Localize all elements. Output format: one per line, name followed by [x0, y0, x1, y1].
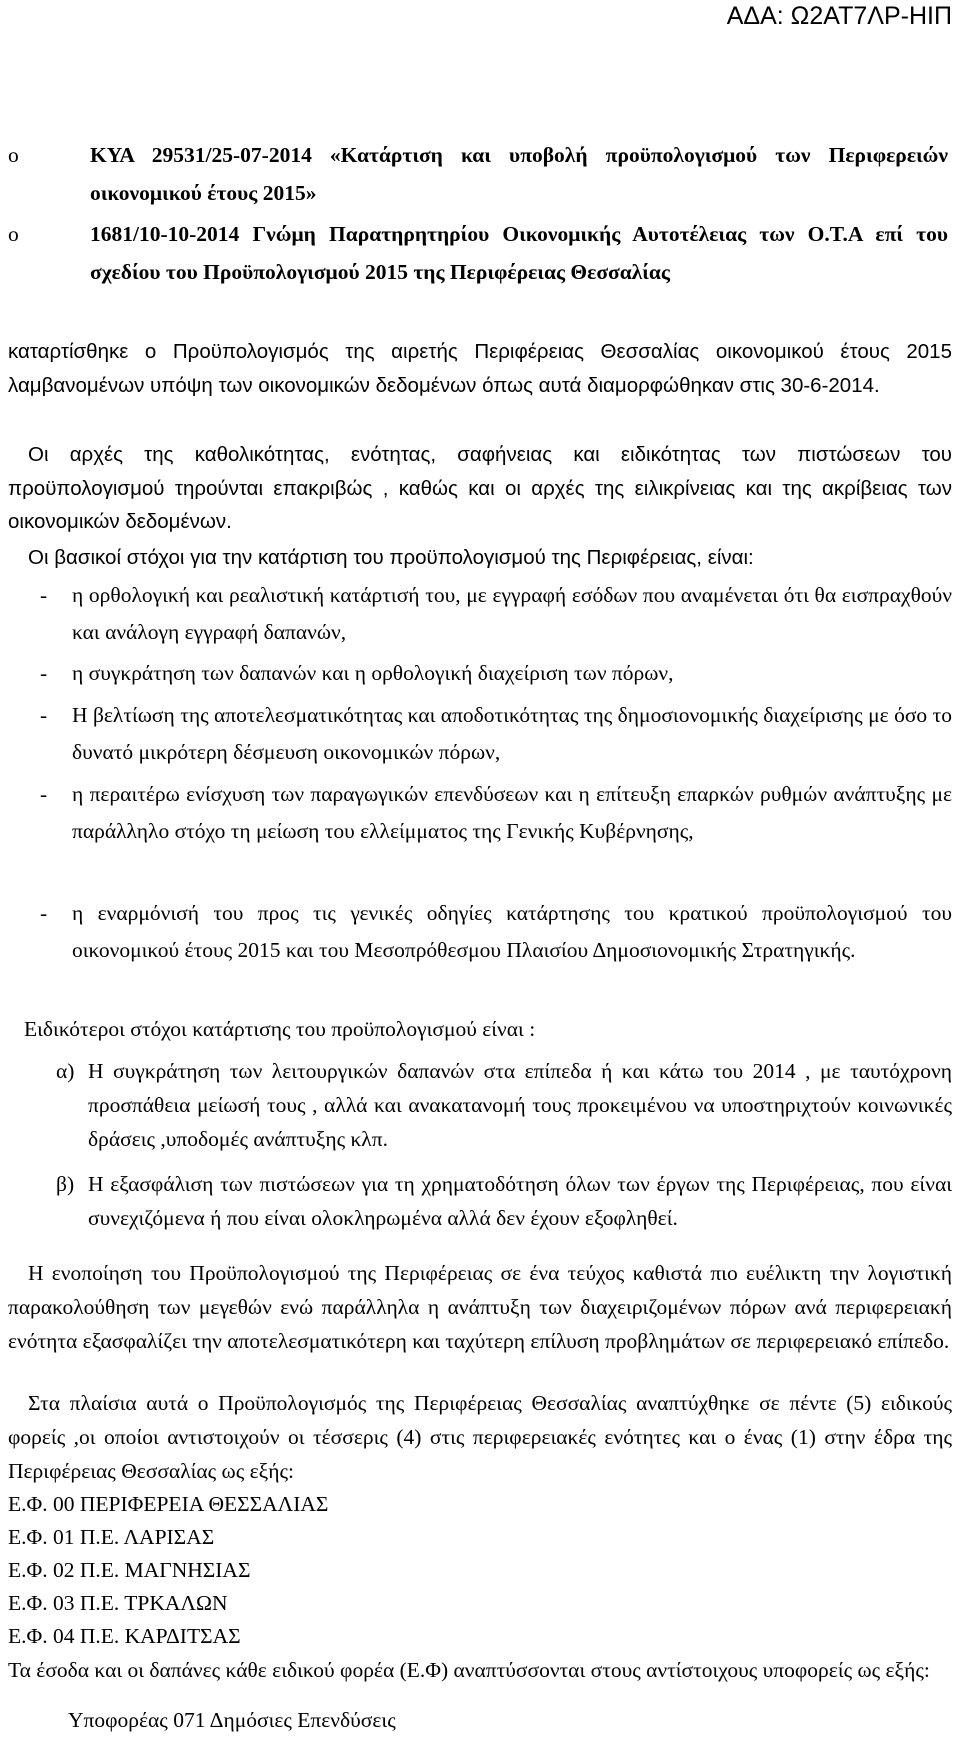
bullet-text: 1681/10-10-2014 Γνώμη Παρατηρητηρίου Οικονομικής Αυτοτέλειας των Ο.Τ.Α επί του σχεδίου του Προϋπολογισμού 2015 της Περιφέρειας Θεσσαλίας [90, 222, 948, 284]
goal-item [40, 655, 952, 692]
bullet-mark: o [8, 143, 19, 167]
entity-item: Ε.Φ. 04 Π.Ε. ΚΑΡΔΙΤΣΑΣ [8, 1624, 241, 1648]
dash-mark: - [40, 583, 48, 607]
goal-text: Η βελτίωση της αποτελεσματικότητας και αποδοτικότητας της δημοσιονομικής διαχείρισης με όσο το δυνατό μικρότερη δέσμευση οικονομικών πόρων, [72, 703, 952, 764]
entity-item: Ε.Φ. 03 Π.Ε. ΤΡΚΑΛΩΝ [8, 1591, 228, 1615]
dash-mark: - [40, 782, 48, 806]
goal-item [40, 697, 952, 770]
goal-item [40, 895, 952, 968]
goal-text: η εναρμόνισή του προς τις γενικές οδηγίες κατάρτησης του κρατικού προϋπολογισμού του οικονομικού έτους 2015 και του Μεσοπρόθεσμου Πλαισίου Δημοσιονομικής Στρατηγικής. [72, 901, 952, 962]
entity-item: Ε.Φ. 01 Π.Ε. ΛΑΡΙΣΑΣ [8, 1525, 215, 1549]
specific-goal-item [56, 1167, 952, 1235]
entity-item: Ε.Φ. 02 Π.Ε. ΜΑΓΝΗΣΙΑΣ [8, 1558, 251, 1582]
bullet-item [8, 215, 948, 291]
item-label: α) [56, 1059, 75, 1083]
dash-mark: - [40, 661, 48, 685]
item-text: Η εξασφάλιση των πιστώσεων για τη χρηματοδότηση όλων των έργων της Περιφέρειας, που είναι συνεχιζόμενα ή που είναι ολοκληρωμένα αλλά δεν έχουν εξοφληθεί. [88, 1172, 952, 1230]
item-label: β) [56, 1172, 75, 1196]
bullet-item [8, 136, 948, 212]
dash-mark: - [40, 703, 48, 727]
goal-item [40, 577, 952, 650]
dash-mark: - [40, 901, 48, 925]
item-text: Η συγκράτηση των λειτουργικών δαπανών στα επίπεδα ή και κάτω του 2014 , με ταυτόχρονη προσπάθεια μείωσή τους , αλλά και ανακατανομή τους προκειμένου να υποστηριχτούν κοινωνικές δράσεις ,υποδομές ανάπτυξης κλπ. [88, 1059, 952, 1151]
paragraph-subentities: Τα έσοδα και οι δαπάνες κάθε ειδικού φορέα (Ε.Φ) αναπτύσσονται στους αντίστοιχους υποφορείς ως εξής: [8, 1658, 930, 1682]
entity-item: Ε.Φ. 00 ΠΕΡΙΦΕΡΕΙΑ ΘΕΣΣΑΛΙΑΣ [8, 1492, 329, 1516]
goal-text: η ορθολογική και ρεαλιστική κατάρτισή του, με εγγραφή εσόδων που αναμένεται ότι θα εισπραχθούν και ανάλογη εγγραφή δαπανών, [72, 583, 952, 644]
subentity-item: Υποφορέας 071 Δημόσιες Επενδύσεις [68, 1708, 396, 1732]
goal-item [40, 776, 952, 849]
specific-goal-item [56, 1054, 952, 1156]
paragraph-intro: καταρτίσθηκε ο Προϋπολογισμός της αιρετής Περιφέρειας Θεσσαλίας οικονομικού έτους 2015 λαμβανομένων υπόψη των οικονομικών δεδομένων όπως αυτά διαμορφώθηκαν στις 30-6-2014. [8, 340, 952, 397]
ada-code: ΑΔΑ: Ω2ΑΤ7ΛΡ-ΗΙΠ [726, 2, 952, 30]
bullet-text: ΚΥΑ 29531/25-07-2014 «Κατάρτιση και υποβολή προϋπολογισμού των Περιφερειών οικονομικού έτους 2015» [90, 143, 948, 205]
paragraph-goals-heading: Οι βασικοί στόχοι για την κατάρτιση του προϋπολογισμού της Περιφέρειας, είναι: [28, 546, 754, 569]
bullet-mark: o [8, 222, 19, 246]
goal-text: η περαιτέρω ενίσχυση των παραγωγικών επενδύσεων και η επίτευξη επαρκών ρυθμών ανάπτυξης με παράλληλο στόχο τη μείωση του ελλείμματος της Γενικής Κυβέρνησης, [72, 782, 952, 843]
paragraph-entities-intro: Στα πλαίσια αυτά ο Προϋπολογισμός της Περιφέρειας Θεσσαλίας αναπτύχθηκε σε πέντε (5) ειδικούς φορείς ,οι οποίοι αντιστοιχούν οι τέσσερις (4) στις περιφερειακές ενότητες και ο ένας (1) στην έδρα της Περιφέρειας Θεσσαλίας ως εξής: [8, 1391, 952, 1483]
specific-goals-heading: Ειδικότεροι στόχοι κατάρτισης του προϋπολογισμού είναι : [24, 1017, 536, 1041]
paragraph-unification: Η ενοποίηση του Προϋπολογισμού της Περιφέρειας σε ένα τεύχος καθιστά πιο ευέλικτη την λογιστική παρακολούθηση των μεγεθών ενώ παράλληλα η ανάπτυξη των διαχειριζομένων πόρων ανά περιφερειακή ενότητα εξασφαλίζει την αποτελεσματικότερη και ταχύτερη επίλυση προβλημάτων σε περιφερειακό επίπεδο. [8, 1261, 952, 1353]
goal-text: η συγκράτηση των δαπανών και η ορθολογική διαχείριση των πόρων, [72, 661, 674, 685]
paragraph-principles: Οι αρχές της καθολικότητας, ενότητας, σαφήνειας και ειδικότητας των πιστώσεων του προϋπολογισμού τηρούνται επακριβώς , καθώς και οι αρχές της ειλικρίνειας και της ακρίβειας των οικονομικών δεδομένων. [8, 443, 952, 533]
